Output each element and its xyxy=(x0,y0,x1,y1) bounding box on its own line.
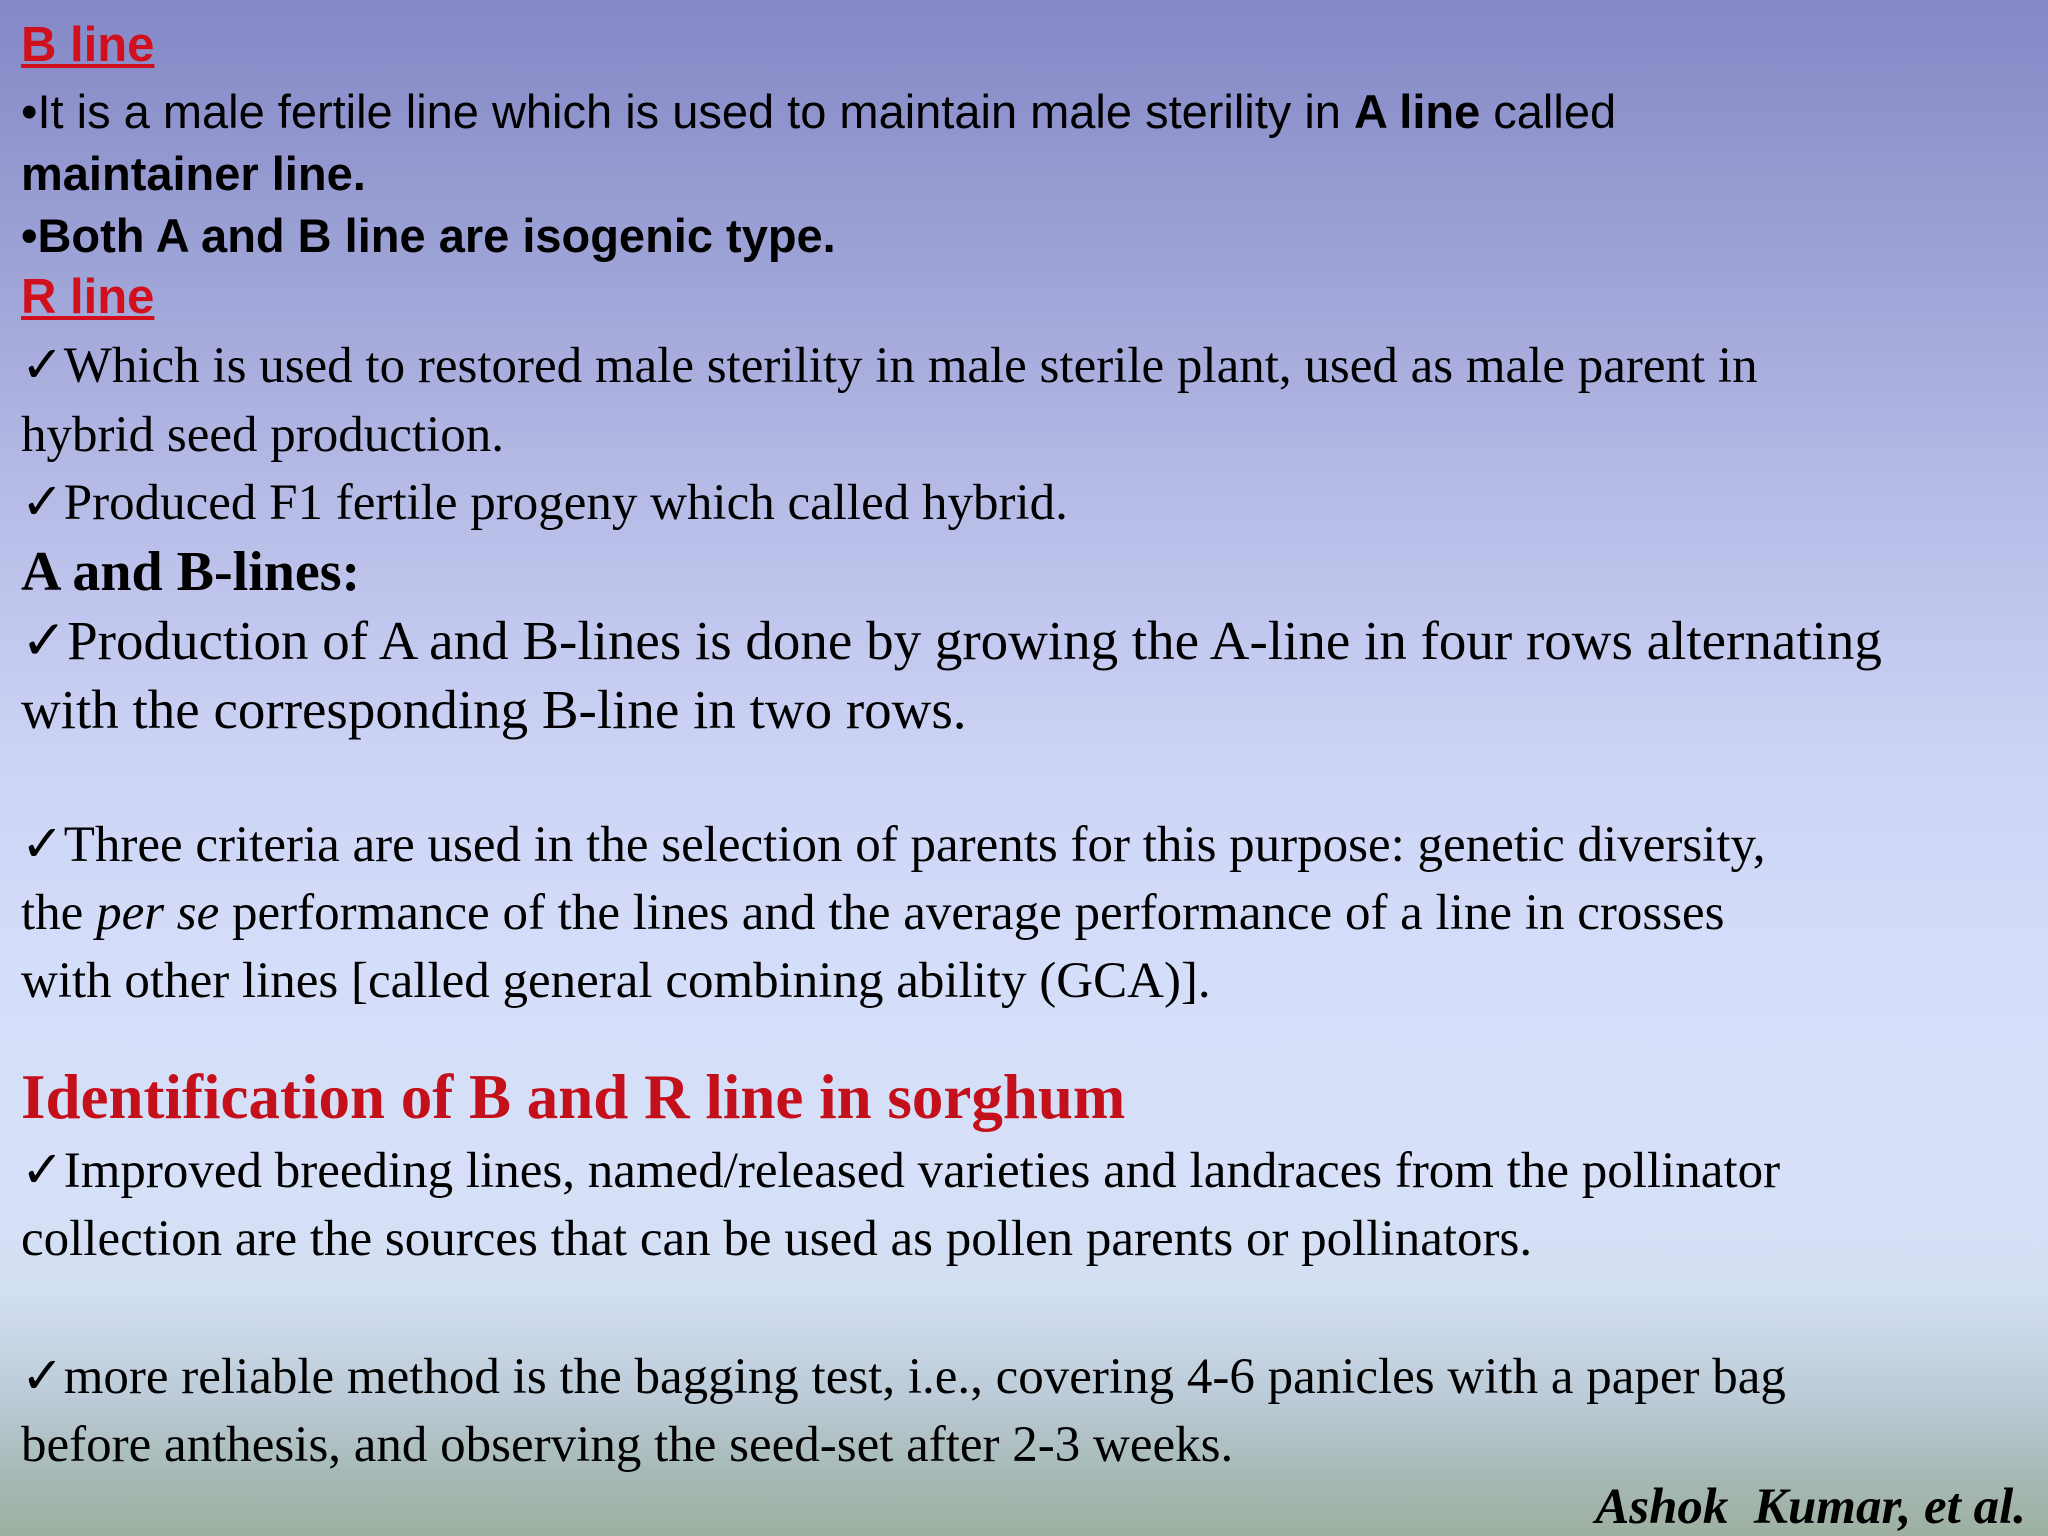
r-line-p2: Produced F1 fertile progeny which called hybrid. xyxy=(63,475,1068,531)
b-line-bullet-1 xyxy=(21,85,1617,138)
b-line-p1-bold: A line xyxy=(1354,85,1481,138)
ab-lines-p2-line2-end: performance of the lines and the average performance of a line in crosses xyxy=(219,885,1725,941)
check-icon: ✓ xyxy=(21,610,68,671)
ab-lines-p1-line1: Production of A and B-lines is done by growing the A-line in four rows alternating xyxy=(67,610,1882,671)
r-line-p1-line2: hybrid seed production. xyxy=(21,407,504,463)
author-credit: Ashok Kumar, et al. xyxy=(1595,1479,2026,1535)
b-line-p1-end: called xyxy=(1480,85,1617,138)
ab-lines-heading: A and B-lines: xyxy=(21,541,361,603)
identification-p1-line2: collection are the sources that can be used as pollen parents or pollinators. xyxy=(21,1211,1533,1267)
r-line-p1-line1: Which is used to restored male sterility in male sterile plant, used as male parent in xyxy=(63,338,1758,394)
b-line-bullet-2 xyxy=(21,209,836,262)
ab-lines-p2-line3: with other lines [called general combining ability (GCA)]. xyxy=(21,953,1211,1009)
b-line-p1-text: It is a male fertile line which is used to maintain male sterility in xyxy=(37,85,1354,138)
b-line-p1-line2: maintainer line. xyxy=(21,147,366,200)
r-line-heading: R line xyxy=(21,270,155,324)
r-line-check-1 xyxy=(21,338,1758,394)
r-line-check-2 xyxy=(21,475,1068,531)
b-line-heading: B line xyxy=(21,18,155,72)
b-line-p2-text: Both A and B line are isogenic type. xyxy=(37,209,836,262)
bullet-marker: • xyxy=(21,209,38,262)
ab-lines-p2-line2 xyxy=(21,885,1725,941)
bullet-marker: • xyxy=(21,85,38,138)
ab-lines-p2-line1: Three criteria are used in the selection of parents for this purpose: genetic diversity, xyxy=(63,817,1766,873)
ab-lines-p2-line2-start: the xyxy=(21,885,97,941)
check-icon: ✓ xyxy=(21,1143,64,1199)
ab-lines-p1-line2: with the corresponding B-line in two rows. xyxy=(21,679,967,740)
identification-heading: Identification of B and R line in sorghum xyxy=(21,1062,1126,1132)
check-icon: ✓ xyxy=(21,338,64,394)
identification-p2-line2: before anthesis, and observing the seed-set after 2-3 weeks. xyxy=(21,1417,1234,1473)
ab-lines-check-2 xyxy=(21,817,1766,873)
ab-lines-check-1 xyxy=(21,610,1882,671)
identification-p2-line1: more reliable method is the bagging test, i.e., covering 4-6 panicles with a paper bag xyxy=(63,1349,1786,1405)
identification-check-1 xyxy=(21,1143,1781,1199)
identification-p1-line1: Improved breeding lines, named/released varieties and landraces from the pollinator xyxy=(63,1143,1781,1199)
identification-check-2 xyxy=(21,1349,1786,1405)
check-icon: ✓ xyxy=(21,475,64,531)
check-icon: ✓ xyxy=(21,1349,64,1405)
check-icon: ✓ xyxy=(21,817,64,873)
per-se-italic: per se xyxy=(96,885,220,941)
